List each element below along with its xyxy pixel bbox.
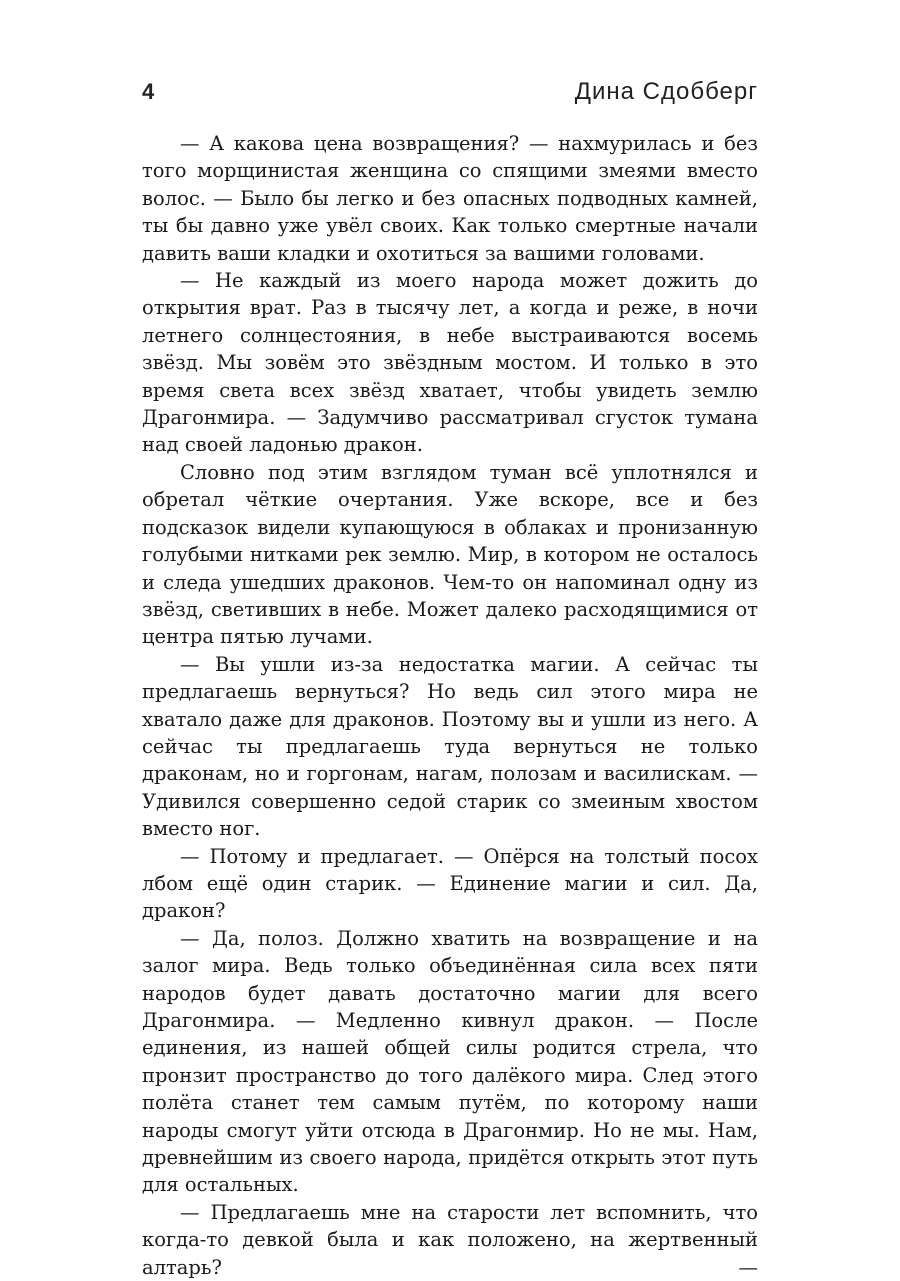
paragraph: — Да, полоз. Должно хватить на возвращение и на залог мира. Ведь только объединённая сила всех пяти народов будет давать достаточно магии для всего Драгонмира. — Медленно кивнул дракон. — После единения, из нашей общей силы родится стрела, что пронзит пространство до того далёкого мира. След этого полёта станет тем самым путём, по которому наши народы смогут уйти отсюда в Драгонмир. Но не мы. Нам, древнейшим из своего народа, придётся открыть этот путь для остальных. [142, 926, 758, 1197]
book-page [142, 78, 758, 1281]
paragraph: — Потому и предлагает. — Опёрся на толстый посох лбом ещё один старик. — Единение магии и сил. Да, дракон? [142, 844, 758, 923]
running-header [142, 78, 758, 118]
paragraph: — Предлагаешь мне на старости лет вспомнить, что когда-то девкой была и как положено, на жертвенный алтарь? — [142, 1200, 758, 1279]
paragraph: — Вы ушли из-за недостатка магии. А сейчас ты предлагаешь вернуться? Но ведь сил этого мира не хватало даже для драконов. Поэтому вы и ушли из него. А сейчас ты предлагаешь туда вернуться не только драконам, но и горгонам, нагам, полозам и василискам. — Удивился совершенно седой старик со змеиным хвостом вместо ног. [142, 652, 758, 841]
paragraph: — А какова цена возвращения? — нахмурилась и без того морщинистая женщина со спящими змеями вместо волос. — Было бы легко и без опасных подводных камней, ты бы давно уже увёл своих. Как только смертные начали давить ваши кладки и охотиться за вашими головами. [142, 132, 758, 265]
body-text [142, 130, 758, 1281]
paragraph: — Не каждый из моего народа может дожить до открытия врат. Раз в тысячу лет, а когда и реже, в ночи летнего солнцестояния, в небе выстраиваются восемь звёзд. Мы зовём это звёздным мостом. И только в это время света всех звёзд хватает, чтобы увидеть землю Драгонмира. — Задумчиво рассматривал сгусток тумана над своей ладонью дракон. [142, 269, 758, 457]
page-number: 4 [142, 79, 155, 104]
author-name: Дина Сдобберг [574, 78, 758, 105]
paragraph: Словно под этим взглядом туман всё уплотнялся и обретал чёткие очертания. Уже вскоре, все и без подсказок видели купающуюся в облаках и пронизанную голубыми нитками рек землю. Мир, в котором не осталось и следа ушедших драконов. Чем-то он напоминал одну из звёзд, светивших в небе. Может далеко расходящимися от центра пятью лучами. [142, 460, 758, 649]
